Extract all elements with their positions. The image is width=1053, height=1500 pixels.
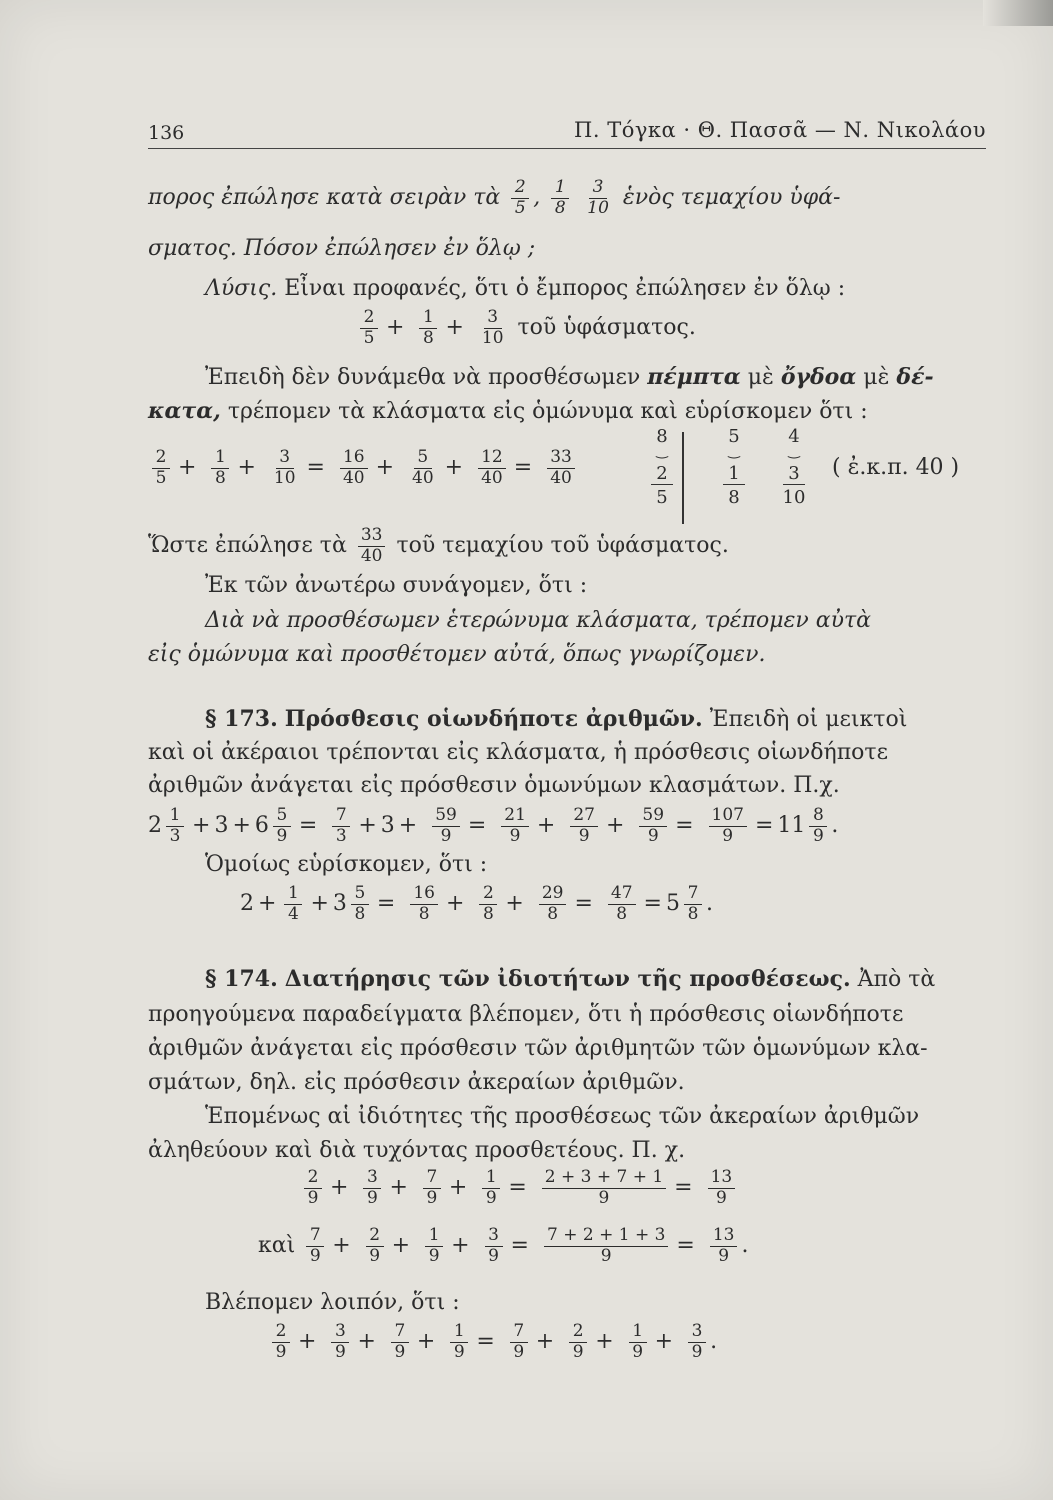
equation-mixed-sum-2: 2 + $\frac{1}{4}$ + 3 $\frac{5}{8}$ = $\frac{16}{8}$ + $\frac{2}{8}$ + $\frac{29}{8}$ = $\frac{47}{8}$ = 5 $\frac{7}{8}$ . xyxy=(240,883,713,924)
section-174-line-2: προηγούμενα παραδείγματα βλέπομεν, ὅτι ἡ πρόσθεσις οἱωνδήποτε xyxy=(148,1002,904,1027)
since-line: Ἐπειδὴ δὲν δυνάμεθα νὰ προσθέσωμεν πέμπτα μὲ ὄγδοα μὲ δέ- xyxy=(205,364,934,390)
therefore-line: Ὥστε ἐπώλησε τὰ $\frac{33}{40}$ τοῦ τεμαχίου τοῦ ὑφάσματος. xyxy=(148,525,729,566)
rule-line-1: Διὰ νὰ προσθέσωμεν ἑτερώνυμα κλάσματα, τρέπομεν αὐτὰ xyxy=(205,608,872,633)
section-173-line-2: καὶ οἱ ἀκέραιοι τρέπονται εἰς κλάσματα, ἡ πρόσθεσις οἱωνδήποτε xyxy=(148,740,888,765)
problem-line-2: σματος. Πόσον ἐπώλησεν ἐν ὅλῳ ; xyxy=(148,236,536,261)
conclude-line: Ἐκ τῶν ἀνωτέρω συνάγομεν, ὅτι : xyxy=(205,573,588,598)
section-174-line-6: ἀληθεύουν καὶ διὰ τυχόντας προσθετέους. Π. χ. xyxy=(148,1138,686,1163)
we-see-line: Βλέπομεν λοιπόν, ὅτι : xyxy=(205,1290,460,1315)
section-174-heading: § 174. Διατήρησις τῶν ἰδιοτήτων τῆς προσθέσεως. Ἀπὸ τὰ xyxy=(205,966,936,992)
section-174-line-4: σμάτων, δηλ. εἰς πρόσθεσιν ἀκεραίων ἀριθμῶν. xyxy=(148,1070,685,1095)
page-header xyxy=(148,108,986,149)
equation-commutative-1: $\frac{2}{9}$ + $\frac{3}{9}$ + $\frac{7}{9}$ + $\frac{1}{9}$ = $\frac{2 + 3 + 7 + 1}{9}$ = $\frac{13}{9}$ xyxy=(300,1168,739,1208)
section-173-heading: § 173. Πρόσθεσις οἱωνδήποτε ἀριθμῶν. Ἐπειδὴ οἱ μεικτοὶ xyxy=(205,706,908,732)
lcm-divider xyxy=(682,432,684,524)
solution-line: Λύσις. Εἶναι προφανές, ὅτι ὁ ἔμπορος ἐπώλησεν ἐν ὅλῳ : xyxy=(205,276,846,301)
fraction: $\frac{3}{10}$ xyxy=(587,177,609,218)
rule-line-2: εἰς ὁμώνυμα καὶ προσθέτομεν αὐτά, ὅπως γνωρίζομεν. xyxy=(148,642,766,667)
fraction: $\frac{1}{8}$ xyxy=(551,178,569,218)
since-line-2: κατα, τρέπομεν τὰ κλάσματα εἰς ὁμώνυμα καὶ εὑρίσκομεν ὅτι : xyxy=(148,398,868,424)
section-174-line-3: ἀριθμῶν ἀνάγεται εἰς πρόσθεσιν τῶν ἀριθμητῶν τῶν ὁμωνύμων κλα- xyxy=(148,1036,928,1061)
equation-common-denominator: $\frac{2}{5}$ + $\frac{1}{8}$ + $\frac{3}{10}$ = $\frac{16}{40}$ + $\frac{5}{40}$ + $\frac{12}{40}$ = $\frac{33}{40}$ xyxy=(148,448,579,488)
fraction: $\frac{2}{5}$ xyxy=(511,178,529,218)
lcm-table: 8 ‿ 2 5 5 ‿ 1 8 4 ‿ 3 10 xyxy=(598,426,838,526)
similarly-line: Ὁμοίως εὑρίσκομεν, ὅτι : xyxy=(205,852,488,877)
scan-corner xyxy=(983,0,1053,26)
page-number: 136 xyxy=(148,122,185,144)
problem-line-1: πορος ἐπώλησε κατὰ σειρὰν τὰ $\frac{2}{5}$ , $\frac{1}{8}$ $\frac{3}{10}$ ἑνὸς τεμαχίου ὑφά- xyxy=(148,177,841,218)
equation-commutative-2: καὶ $\frac{7}{9}$ + $\frac{2}{9}$ + $\frac{1}{9}$ + $\frac{3}{9}$ = $\frac{7 + 2 + 1 + 3}{9}$ = $\frac{13}{9}$ . xyxy=(258,1225,749,1266)
equation-mixed-sum: 2 $\frac{1}{3}$ + 3 + 6 $\frac{5}{9}$ = $\frac{7}{3}$ + 3 + $\frac{59}{9}$ = $\frac{21}{9}$ + $\frac{27}{9}$ + $\frac{59}{9}$ = $\frac{107}{9}$ = 11 $\frac{8}{9}$ . xyxy=(148,805,839,846)
section-174-line-5: Ἑπομένως αἱ ἰδιότητες τῆς προσθέσεως τῶν ἀκεραίων ἀριθμῶν xyxy=(205,1104,920,1129)
equation-sum: $\frac{2}{5}$ + $\frac{1}{8}$ + $\frac{3}{10}$ τοῦ ὑφάσματος. xyxy=(356,308,696,348)
equation-commutative-3: $\frac{2}{9}$ + $\frac{3}{9}$ + $\frac{7}{9}$ + $\frac{1}{9}$ = $\frac{7}{9}$ + $\frac{2}{9}$ + $\frac{1}{9}$ + $\frac{3}{9}$ . xyxy=(268,1322,717,1362)
lcm-note: ( ἐ.κ.π. 40 ) xyxy=(832,455,960,480)
running-head: Π. Τόγκα · Θ. Πασσᾶ — Ν. Νικολάου xyxy=(574,118,986,142)
section-173-line-3: ἀριθμῶν ἀνάγεται εἰς πρόσθεσιν ὁμωνύμων κλασμάτων. Π.χ. xyxy=(148,773,840,798)
